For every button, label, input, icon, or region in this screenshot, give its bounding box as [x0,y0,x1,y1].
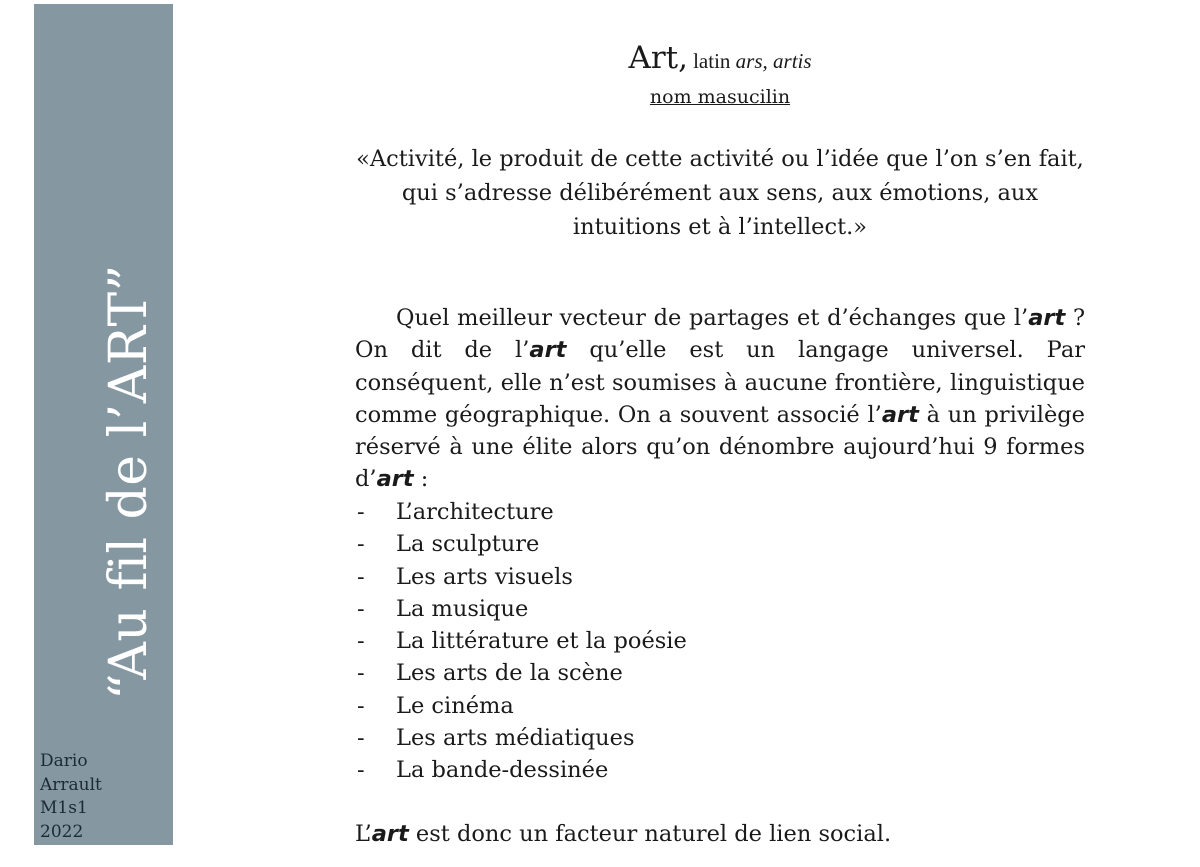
intro-paragraph [355,302,1085,496]
list-item: - La littérature et la poésie [355,625,1085,657]
vertical-title: “Au fil de l’ART” [99,264,159,700]
art-emphasis: art [371,821,409,847]
list-dash: - [357,563,365,590]
para-text: ? On dit de l’ [355,305,1086,364]
art-forms-list [355,496,1085,787]
entry-word: Art, [628,40,688,76]
list-dash: - [357,595,365,622]
author-line-4: 2022 [40,821,84,842]
art-emphasis: art [376,466,414,493]
author-line-2: Arrault [40,774,102,795]
author-line-3: M1s1 [40,798,88,818]
art-emphasis: art [1028,305,1066,331]
part-of-speech: nom masucilin [649,86,791,108]
list-dash: - [357,531,365,558]
list-dash: - [357,628,365,655]
list-item: - Les arts de la scène [355,657,1085,689]
list-item: - La bande-dessinée [355,754,1085,786]
list-dash: - [357,692,365,719]
entry-heading [355,40,1085,76]
list-dash: - [357,725,365,752]
list-item: - Les arts visuels [355,561,1085,593]
list-dash: - [357,499,365,525]
art-emphasis: art [529,337,567,364]
list-item: - Les arts médiatiques [355,722,1085,754]
author-line-1: Dario [40,751,88,771]
para-text: Quel meilleur vecteur de partages et d’échanges que l’ [396,305,1029,331]
entry-latin [693,49,811,73]
list-item: - Le cinéma [355,690,1085,722]
conclusion: L’art est donc un facteur naturel de lien social. [355,821,892,847]
para-text: qu’elle est un langage universel. Par conséquent, elle n’est soumises à aucune frontière, linguistique comme géographique. On a souvent associé l’ [355,337,1085,428]
list-item: - La musique [355,593,1085,625]
list-dash: - [357,757,365,784]
list-dash: - [357,660,365,687]
latin-prefix: latin [693,49,731,73]
list-item: - La sculpture [355,528,1085,560]
para-text: : [413,466,429,493]
art-emphasis: art [881,401,919,428]
latin-forms: ars, artis [735,49,812,73]
author-block [40,750,102,844]
definition-quote: «Activité, le produit de cette activité ou l’idée que l’on s’en fait, qui s’adresse délibérément aux sens, aux émotions, aux intuitions et à l’intellect.» [356,146,1084,240]
para-text: à un privilège réservé à une élite alors qu’on dénombre aujourd’hui 9 formes d’ [355,401,1085,493]
list-item: - L’architecture [355,496,1085,528]
